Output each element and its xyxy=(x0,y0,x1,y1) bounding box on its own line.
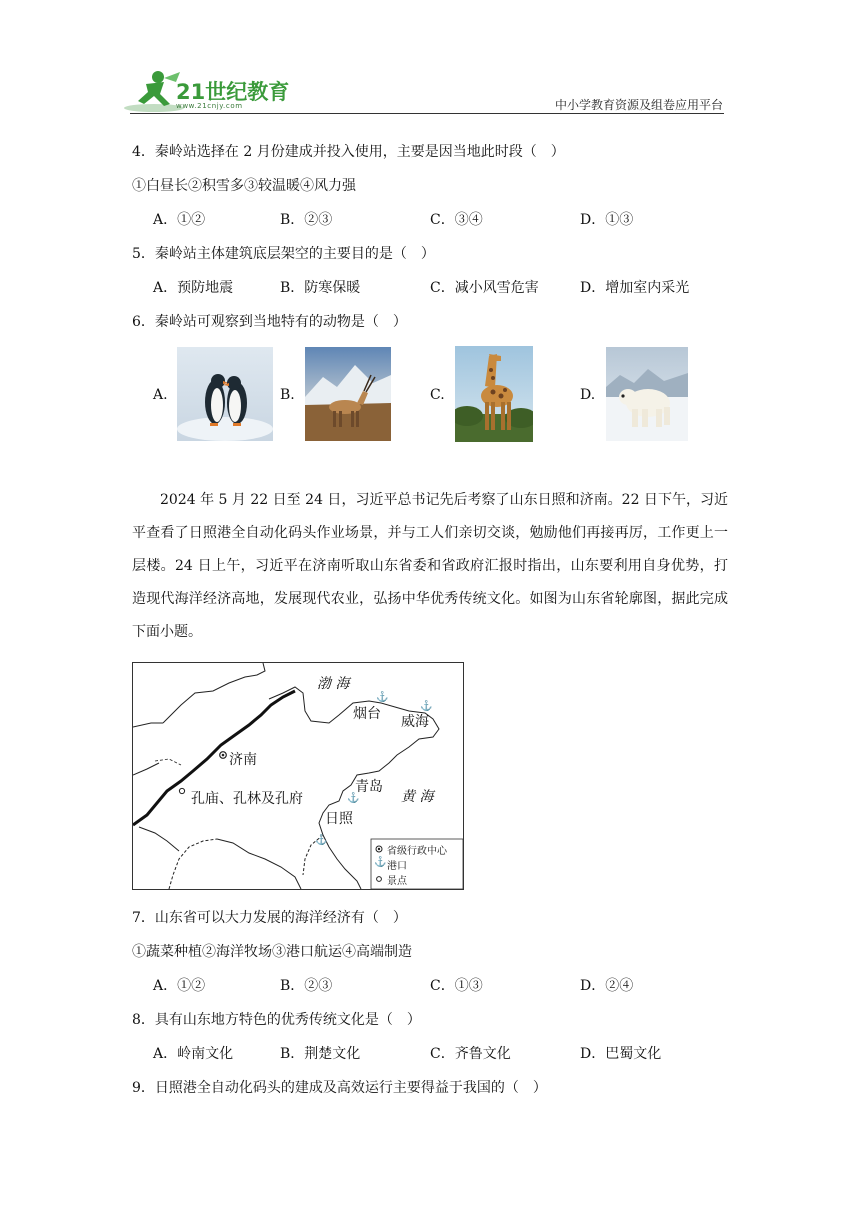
question-8-option-a[interactable]: A．岭南文化 xyxy=(153,1046,234,1062)
rizhao-port-icon: ⚓ xyxy=(315,835,328,846)
question-5-option-a[interactable]: A．预防地震 xyxy=(153,280,234,296)
question-5-stem: 5．秦岭站主体建筑底层架空的主要目的是（ ） xyxy=(132,246,435,262)
question-5-option-d[interactable]: D．增加室内采光 xyxy=(580,280,690,296)
question-9-stem: 9．日照港全自动化码头的建成及高效运行主要得益于我国的（ ） xyxy=(132,1080,547,1096)
question-7-option-d[interactable]: D．②④ xyxy=(580,978,634,994)
logo-url: www.21cnjy.com xyxy=(176,102,243,110)
question-7-option-c[interactable]: C．①③ xyxy=(430,978,483,994)
question-4-option-d[interactable]: D．①③ xyxy=(580,212,634,228)
question-4-items: ①白昼长②积雪多③较温暖④风力强 xyxy=(132,178,356,194)
question-6-option-b[interactable]: B. xyxy=(280,387,295,403)
platform-name: 中小学教育资源及组卷应用平台 xyxy=(554,98,723,112)
runner-logo-icon xyxy=(124,68,184,114)
question-6-option-a[interactable]: A. xyxy=(153,387,168,403)
question-5-option-b[interactable]: B．防寒保暖 xyxy=(280,280,361,296)
question-8-option-c[interactable]: C．齐鲁文化 xyxy=(430,1046,511,1062)
yantai-port-icon: ⚓ xyxy=(376,692,389,703)
legend-capital: 省级行政中心 xyxy=(387,846,447,857)
question-4-option-c[interactable]: C．③④ xyxy=(430,212,483,228)
logo-text: 21世纪教育 xyxy=(176,80,290,104)
legend-scenic: 景点 xyxy=(387,876,407,887)
question-6-option-d[interactable]: D. xyxy=(580,387,596,403)
question-4-option-a[interactable]: A．①② xyxy=(153,212,206,228)
question-8-stem: 8．具有山东地方特色的优秀传统文化是（ ） xyxy=(132,1012,421,1028)
qingdao-port-icon: ⚓ xyxy=(347,793,360,804)
label-qingdao: 青岛 xyxy=(355,779,383,795)
penguins-image[interactable] xyxy=(177,347,273,441)
label-yantai: 烟台 xyxy=(353,706,381,722)
question-7-option-a[interactable]: A．①② xyxy=(153,978,206,994)
legend-port-icon: ⚓ xyxy=(374,857,387,868)
label-scenic: 孔庙、孔林及孔府 xyxy=(191,791,303,807)
label-jinan: 济南 xyxy=(229,752,257,768)
label-huanghai: 黄 海 xyxy=(401,789,434,805)
shandong-map xyxy=(132,662,464,890)
question-7-items: ①蔬菜种植②海洋牧场③港口航运④高端制造 xyxy=(132,944,412,960)
antelope-image[interactable] xyxy=(305,347,391,441)
weihai-port-icon: ⚓ xyxy=(420,701,433,712)
question-4-option-b[interactable]: B．②③ xyxy=(280,212,333,228)
passage-text: 2024 年 5 月 22 日至 24 日，习近平总书记先后考察了山东日照和济南。22 日下午，习近平查看了日照港全自动化码头作业场景，并与工人们亲切交谈，勉励他们再接再厉，工作更上一层楼。24 日上午，习近平在济南听取山东省委和省政府汇报时指出，山东要利用自身优势，打造现代海洋经济高地，发展现代农业，弘扬中华优秀传统文化。如图为山东省轮廓图，据此完成下面小题。 xyxy=(132,492,728,640)
question-7-option-b[interactable]: B．②③ xyxy=(280,978,333,994)
question-8-option-b[interactable]: B．荆楚文化 xyxy=(280,1046,361,1062)
question-6-stem: 6．秦岭站可观察到当地特有的动物是（ ） xyxy=(132,314,407,330)
question-5-option-c[interactable]: C．减小风雪危害 xyxy=(430,280,539,296)
legend-port: 港口 xyxy=(387,861,407,872)
polar-bear-image[interactable] xyxy=(606,347,688,441)
label-bohai: 渤 海 xyxy=(317,676,350,692)
giraffe-image[interactable] xyxy=(455,346,533,442)
label-rizhao: 日照 xyxy=(325,811,353,827)
question-4-stem: 4．秦岭站选择在 2 月份建成并投入使用，主要是因当地此时段（ ） xyxy=(132,144,565,160)
question-8-option-d[interactable]: D．巴蜀文化 xyxy=(580,1046,662,1062)
question-6-option-c[interactable]: C. xyxy=(430,387,445,403)
reading-passage xyxy=(132,484,728,649)
label-weihai: 威海 xyxy=(401,714,429,730)
question-7-stem: 7．山东省可以大力发展的海洋经济有（ ） xyxy=(132,910,407,926)
header-divider xyxy=(130,113,724,114)
